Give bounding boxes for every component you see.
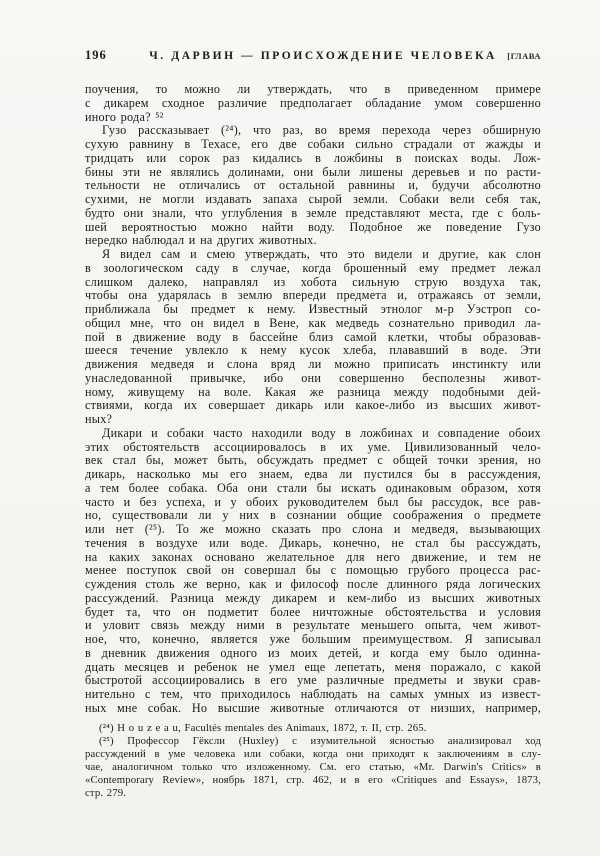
body-text-line: ствиями, когда их совершает дикарь или какое-либо из высших живот- [85, 398, 541, 413]
body-text-line: ных мне собак. Но высшие животные отличаются от низших, например, [85, 700, 541, 715]
body-text-line: в дневник движения одного из моих детей, и когда ему было одинна- [85, 645, 541, 660]
body-text-line: бины эти не являлись долинами, они были лишены деревьев и по расти- [85, 164, 541, 179]
body-text-line: часто и без успеха, и у обоих руководителем был бы рассудок, все рав- [85, 494, 541, 509]
body-text-line: этих обстоятельств ассоциировалось в их уме. Цивилизованный чело- [85, 439, 541, 454]
body-text-line: менее поступок свой он совершал бы с помощью грубого процесса рас- [85, 563, 541, 578]
body-text-line: суждения столь же верно, как и философ после длинного ряда логических [85, 577, 541, 591]
body-text-line: на каких законах основано желательное для него движение, и тем не [85, 549, 541, 564]
body-text-line: унаследованной привычке, ибо они совершенно бесполезны живот- [85, 370, 541, 385]
body-text-line: рассуждений. Разница между дикарем и кем-либо из высших животных [85, 590, 541, 605]
body-text-line: тельности не отличались от остальной равнины и, будучи абсолютно [85, 178, 541, 193]
page-number: 196 [85, 48, 107, 62]
chapter-marker: [ГЛАВА [507, 51, 541, 61]
body-text-line: будто они знали, что углубления в земле представляют места, где с боль- [85, 205, 541, 220]
body-text-line: будет та, что он подметит более ничтожные обстоятельства и условия [85, 604, 541, 619]
body-text-line: иного рода? ⁵² [85, 109, 164, 124]
footnote-line: «Contemporary Review», ноябрь 1871, стр. 462, и в его «Critiques and Essays», 1873, [85, 773, 541, 786]
body-text-line: нередко наблюдал и на других животных. [85, 233, 317, 248]
body-text-line: дикарь, насколько мы его знаем, едва ли пустился бы в рассуждения, [85, 467, 541, 481]
body-text-line: общил мне, что он видел в Вене, как медведь сознательно приводил ла- [85, 315, 541, 330]
body-text-line: Я видел сам и смею утверждать, что это видели и другие, как слон [102, 247, 541, 261]
body-text-line: течения в воздухе или воде. Дикарь, конечно, не стал бы рассуждать, [85, 535, 541, 550]
body-text-line: сухими, не могли издавать запаха сырой земли. Собаки вели себя так, [85, 192, 541, 206]
footnotes [85, 722, 541, 801]
body-text-line: век стал бы, может быть, обсуждать предмет с общей точки зрения, но [85, 453, 541, 468]
body-text-line: или нет (²⁵). То же можно сказать про слона и медведя, вызывающих [85, 522, 541, 536]
body-text-line: ному, живущему на воле. Какая же разница между подобными дей- [85, 384, 541, 399]
page-content [85, 48, 541, 800]
body-text [85, 83, 541, 716]
body-text-line: быстротой ассоциировались в его уме различные предметы и звуки срав- [85, 673, 541, 688]
body-text-line: с дикарем сходное различие предполагает обладание умом совершенно [85, 95, 541, 110]
body-text-line: тридцать или сорок раз кидались в ложбины в поисках воды. Лож- [85, 150, 541, 165]
body-text-line: поучения, то можно ли утверждать, что в приведенном примере [85, 82, 541, 96]
body-text-line: и уловит связь между ними в результате меньшего опыта, чем живот- [85, 618, 541, 633]
footnote-line: рассуждений в уме человека или собаки, когда они приходят к заключениям в слу- [85, 747, 541, 760]
body-text-line: ное, что, конечно, является уже большим преимуществом. Я записывал [85, 632, 541, 646]
body-text-line: но, существовали ли у них в сознании общие соображения о предмете [85, 508, 541, 523]
body-text-line: нительно с тем, что приходилось наблюдать на самых умных из извест- [85, 687, 541, 701]
footnote-line: (²⁴) H o u z e a u, Facultés mentales des Animaux, 1872, т. II, стр. 265. [99, 721, 427, 734]
footnote-line: (²⁵) Профессор Гёксли (Huxley) с изумительной ясностью анализировал ход [99, 734, 541, 747]
footnote-line: стр. 279. [85, 786, 127, 799]
body-text-line: Дикари и собаки часто находили воду в ложбинах и совпадение обоих [102, 425, 541, 440]
body-text-line: в зоологическом саду в случае, когда брошенный ему предмет лежал [85, 260, 541, 275]
body-text-line: Гузо рассказывает (²⁴), что раз, во время перехода через обширную [102, 123, 541, 138]
running-title: Ч. ДАРВИН — ПРОИСХОЖДЕНИЕ ЧЕЛОВЕКА [149, 50, 497, 62]
body-text-line: дцать месяцев и ребенок не умел еще лепетать, меня поражало, с какой [85, 659, 541, 674]
body-text-line: шееся течение увлекло к нему кусок хлеба, плававший в воде. Эти [85, 343, 541, 358]
body-text-line: сухую равнину в Техасе, его две собаки сильно страдали от жажды и [85, 137, 541, 151]
body-text-line: движения медведя и слона вряд ли можно приписать инстинкту или [85, 357, 541, 371]
body-text-line: шей вероятностью можно найти воду. Подобное же поведение Гузо [85, 219, 541, 234]
page-header [85, 48, 541, 63]
body-text-line: слишком далеко, направлял из хобота сильную струю воздуха так, [85, 274, 541, 289]
body-text-line: чтобы она ударялась в землю впереди предмета и, отражаясь от земли, [85, 288, 541, 303]
body-text-line: ных? [85, 412, 113, 426]
body-text-line: приближала бы предмет к нему. Известный этнолог м-р Уэстроп со- [85, 302, 541, 316]
body-text-line: пой в движение воду в бассейне близ самой клетки, чтобы образовав- [85, 329, 541, 344]
footnote-line: чае, аналогичном только что изложенному. См. его статью, «Mr. Darwin's Critics» в [85, 760, 541, 773]
body-text-line: а тем более собака. Оба они стали бы искать одинаковым образом, хотя [85, 480, 541, 495]
